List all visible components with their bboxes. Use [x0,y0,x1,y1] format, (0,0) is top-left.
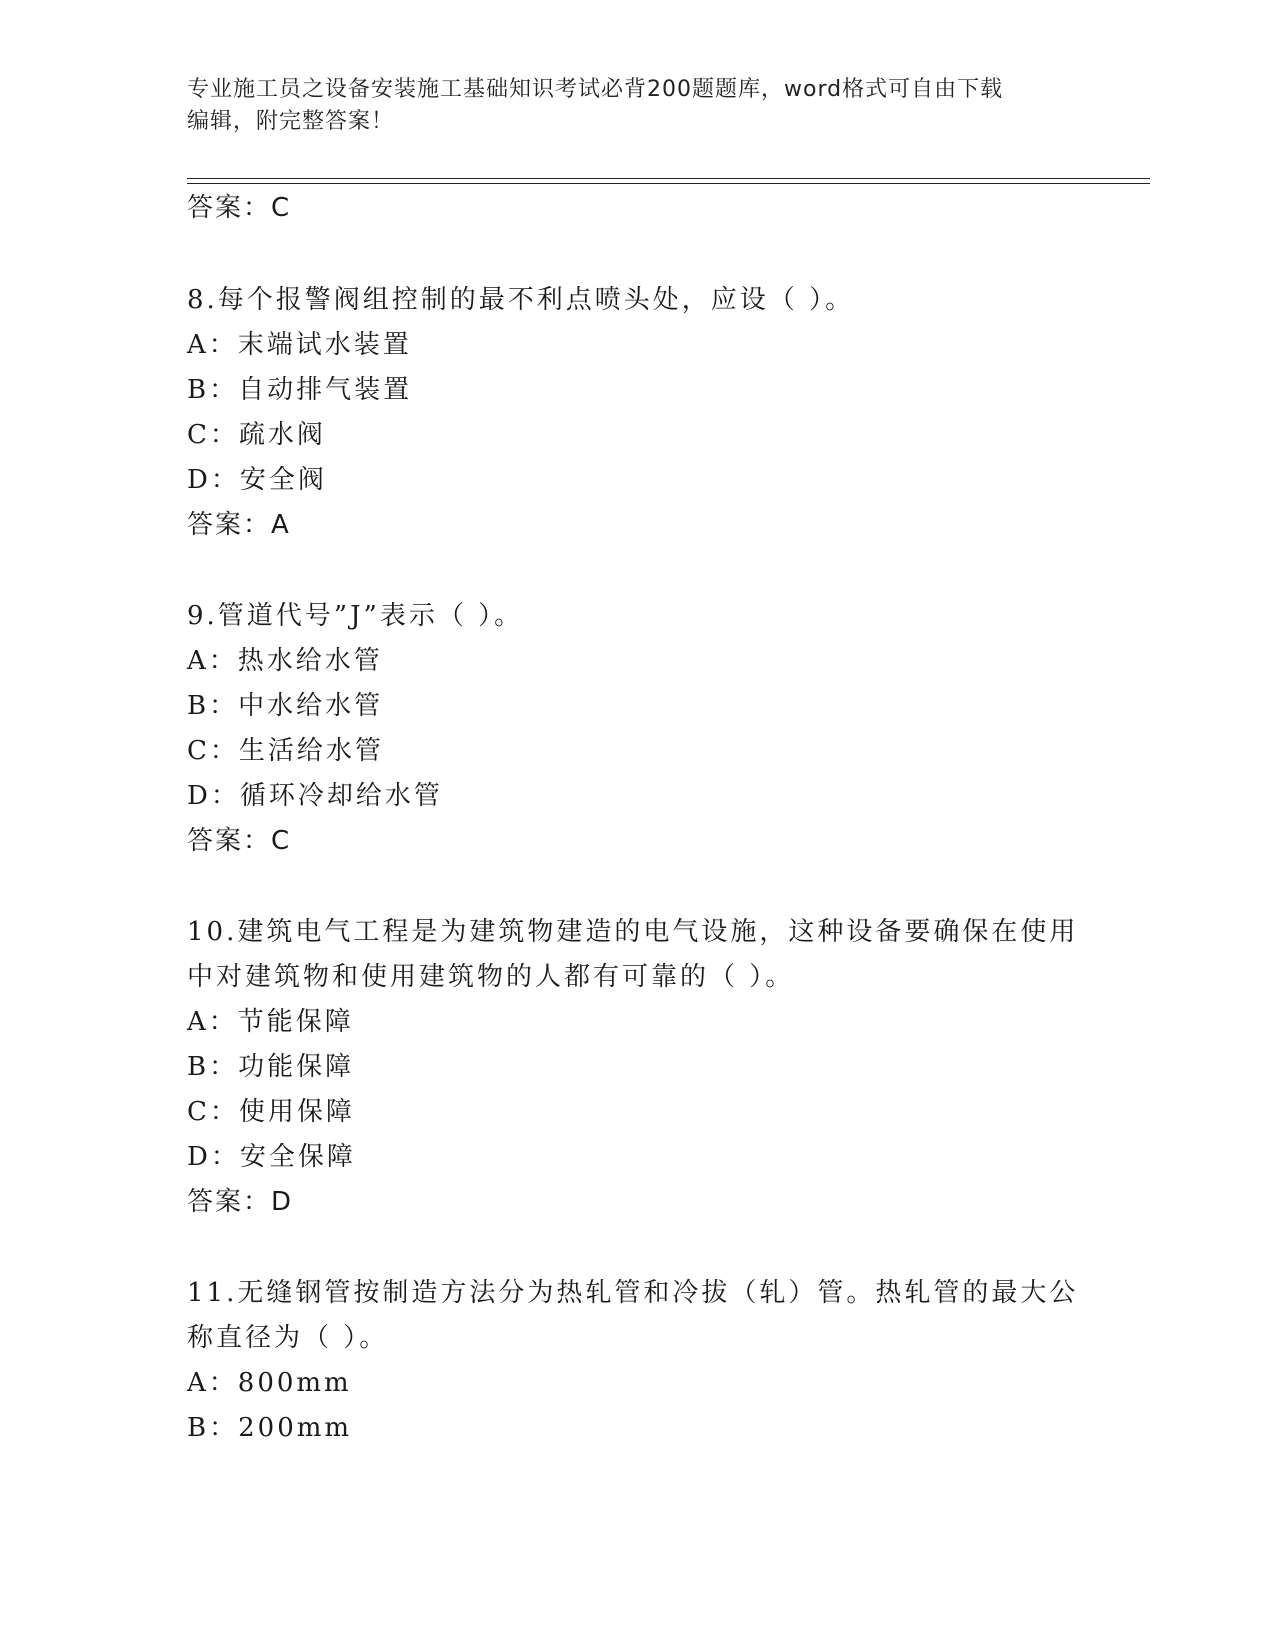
question-9-answer: 答案：C [187,826,292,856]
question-8-stem: 8.每个报警阀组控制的最不利点喷头处，应设（ ）。 [187,285,855,315]
question-9-option-d: D：循环冷却给水管 [187,781,443,811]
question-11-stem-line-1: 11.无缝钢管按制造方法分为热轧管和冷拔（轧）管。热轧管的最大公 [187,1278,1079,1308]
question-9-option-a: A：热水给水管 [187,646,383,676]
document-header [187,74,1087,138]
question-9-stem: 9.管道代号”J”表示（ ）。 [187,601,524,631]
header-line-2: 编辑，附完整答案！ [187,109,395,134]
question-8-option-c: C：疏水阀 [187,420,326,450]
question-8-answer: 答案：A [187,510,291,540]
header-line-1: 专业施工员之设备安装施工基础知识考试必背200题题库，word格式可自由下载 [187,77,1004,102]
previous-answer: 答案：C [187,193,292,223]
question-10-option-d: D：安全保障 [187,1142,356,1172]
question-8-option-a: A：末端试水装置 [187,330,412,360]
question-11-stem-line-2: 称直径为（ ）。 [187,1323,389,1353]
question-10-answer: 答案：D [187,1187,294,1217]
question-9-option-c: C：生活给水管 [187,736,384,766]
question-9-option-b: B：中水给水管 [187,691,384,721]
question-8-option-d: D：安全阀 [187,465,327,495]
header-divider-top [187,178,1150,179]
question-10-option-c: C：使用保障 [187,1097,355,1127]
question-11-option-a: A：800mm [187,1368,352,1398]
question-10-stem-line-1: 10.建筑电气工程是为建筑物建造的电气设施，这种设备要确保在使用 [187,917,1079,947]
header-divider-bottom [187,183,1150,184]
question-10-option-a: A：节能保障 [187,1007,354,1037]
question-11-option-b: B：200mm [187,1413,353,1443]
question-8-option-b: B：自动排气装置 [187,375,413,405]
question-10-stem-line-2: 中对建筑物和使用建筑物的人都有可靠的（ ）。 [187,962,795,992]
question-10-option-b: B：功能保障 [187,1052,355,1082]
